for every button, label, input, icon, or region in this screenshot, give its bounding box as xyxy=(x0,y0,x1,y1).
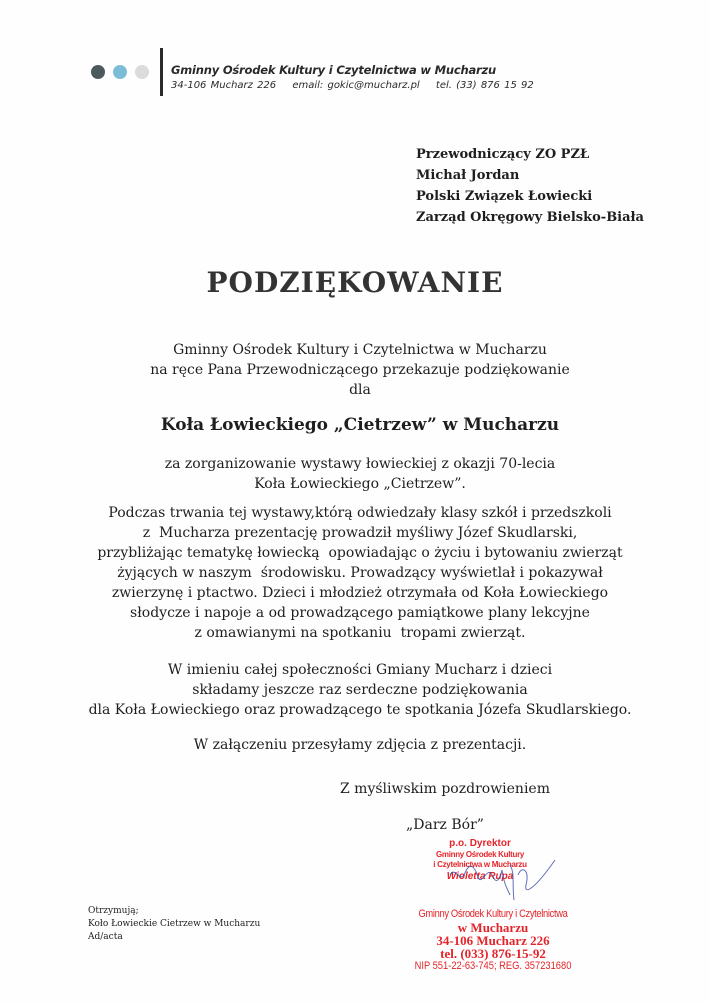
letterhead-email: email: gokic@mucharz.pl xyxy=(292,80,420,91)
handwritten-signature xyxy=(430,845,560,905)
office-stamp-line: Gminny Ośrodek Kultury i Czytelnictwa xyxy=(418,908,568,920)
logo-dot-grey xyxy=(135,65,149,79)
intro-line: dla xyxy=(349,382,371,398)
logo-dot-blue xyxy=(113,65,127,79)
attachment-note: W załączeniu przesyłamy zdjęcia z prezentacji. xyxy=(193,737,527,753)
office-stamp xyxy=(393,908,593,973)
recipient-line: Przewodniczący ZO PZŁ xyxy=(416,147,590,162)
reason-line: Koła Łowieckiego „Cietrzew”. xyxy=(254,476,466,492)
recipient-line: Michał Jordan xyxy=(416,168,520,183)
letterhead-organization: Gminny Ośrodek Kultury i Czytelnictwa w Mucharzu xyxy=(171,63,497,77)
letterhead-divider xyxy=(160,48,163,96)
honoree-heading: Koła Łowieckiego „Cietrzew” w Mucharzu xyxy=(160,415,560,435)
letterhead-contact xyxy=(171,80,546,91)
letterhead-logo-dots xyxy=(91,65,149,79)
recipient-line: Zarząd Okręgowy Bielsko-Biała xyxy=(416,210,644,225)
body-line: słodycze i napoje a od prowadzącego pamiątkowe plany lekcyjne xyxy=(130,605,590,621)
thanks-paragraph xyxy=(60,660,660,720)
document-title: PODZIĘKOWANIE xyxy=(206,266,504,299)
receivers-heading: Otrzymują; xyxy=(88,906,139,916)
thanks-line: składamy jeszcze raz serdeczne podziękowania xyxy=(192,682,528,698)
director-name: Wioletta Rupa xyxy=(446,871,514,882)
reason-line: za zorganizowanie wystawy łowieckiej z okazji 70-lecia xyxy=(164,456,556,472)
body-line: żyjących w naszym środowisku. Prowadzący wyświetlał i pokazywał xyxy=(117,565,603,581)
body-line: z Mucharza prezentację prowadził myśliwy Józef Skudlarski, xyxy=(142,525,578,541)
recipient-line: Polski Związek Łowiecki xyxy=(416,189,593,204)
body-line: Podczas trwania tej wystawy,którą odwiedzały klasy szkół i przedszkoli xyxy=(108,505,612,521)
recipient-block xyxy=(416,144,644,228)
intro-line: na ręce Pana Przewodniczącego przekazuje podziękowanie xyxy=(150,362,570,378)
closing-motto: „Darz Bór” xyxy=(406,817,484,833)
body-line: przybliżając tematykę łowiecką opowiadając o życiu i bytowaniu zwierząt xyxy=(97,545,623,561)
director-role: p.o. Dyrektor xyxy=(449,838,511,849)
reason-paragraph xyxy=(60,454,660,494)
receiver-line: Ad/acta xyxy=(88,932,123,942)
thanks-line: dla Koła Łowieckiego oraz prowadzącego te spotkania Józefa Skudlarskiego. xyxy=(88,702,632,718)
director-org-line: i Czytelnictwa w Mucharzu xyxy=(433,860,527,869)
body-line: zwierzynę i ptactwo. Dzieci i młodzież otrzymała od Koła Łowieckiego xyxy=(111,585,609,601)
body-line: z omawianymi na spotkaniu tropami zwierząt. xyxy=(194,625,526,641)
office-stamp-line: NIP 551-22-63-745; REG. 357231680 xyxy=(414,960,572,972)
office-stamp-line: w Mucharzu xyxy=(457,920,529,935)
receivers-block xyxy=(88,905,260,944)
letterhead-address: 34-106 Mucharz 226 xyxy=(171,80,277,91)
logo-dot-dark xyxy=(91,65,105,79)
letterhead-phone: tel. (33) 876 15 92 xyxy=(435,80,534,91)
thanks-line: W imieniu całej społeczności Gmiany Mucharz i dzieci xyxy=(167,662,553,678)
closing-greeting: Z myśliwskim pozdrowieniem xyxy=(339,781,550,797)
director-org-line: Gminny Ośrodek Kultury xyxy=(435,850,525,859)
office-stamp-line: tel. (033) 876-15-92 xyxy=(440,946,546,961)
body-paragraph xyxy=(60,503,660,643)
office-stamp-line: 34-106 Mucharz 226 xyxy=(436,933,550,948)
intro-paragraph xyxy=(60,340,660,400)
receiver-line: Koło Łowieckie Cietrzew w Mucharzu xyxy=(88,919,261,929)
intro-line: Gminny Ośrodek Kultury i Czytelnictwa w Mucharzu xyxy=(173,342,547,358)
